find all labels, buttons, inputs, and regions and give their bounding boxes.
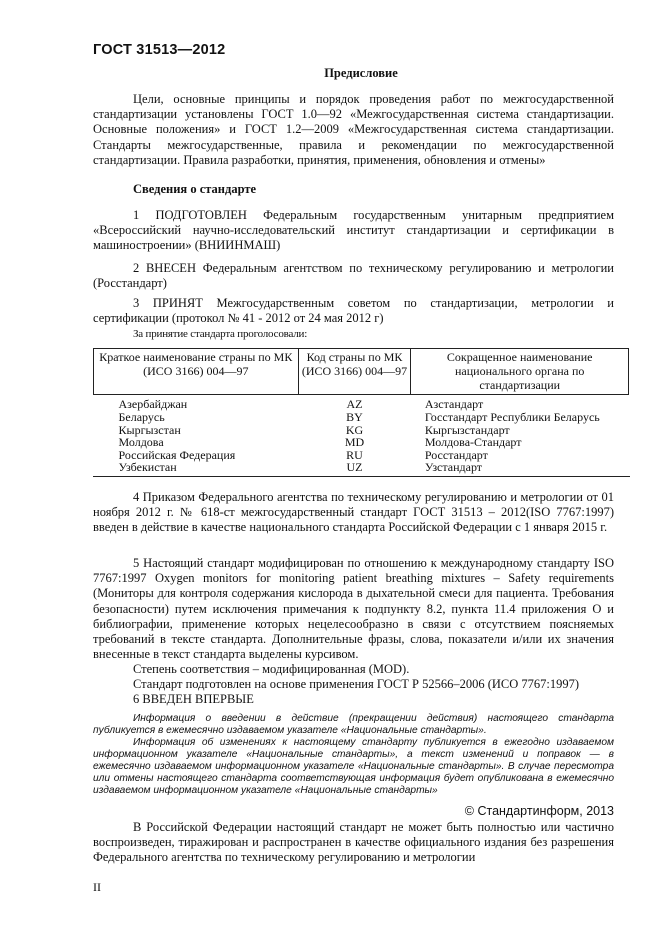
- table-row: [94, 461, 629, 474]
- body-cell: Узстандарт: [424, 460, 483, 475]
- body-cell: Госстандарт Республики Беларусь: [424, 409, 600, 424]
- copyright-notice: © Стандартинформ, 2013: [464, 804, 614, 818]
- body-cell: Молдова-Стандарт: [424, 435, 522, 450]
- table-row: [94, 436, 629, 449]
- body-cell: Кыргызстандарт: [424, 422, 510, 437]
- foreword-intro: Цели, основные принципы и порядок проведения работ по межгосударственной стандартизации установлены ГОСТ 1.0—92 «Межгосударственная система стандартизации. Основные положения» и ГОСТ 1.2—2009 «Межгосударственная система стандартизации. Стандарты межгосударственные, правила и рекомендации по межгосударственной стандартизации. Правила разработки, принятия, применения, обновления и отмены»: [93, 92, 614, 167]
- code-cell: MD: [344, 435, 365, 450]
- country-cell: Азербайджан: [118, 397, 188, 412]
- country-cell: Беларусь: [118, 409, 165, 424]
- item-4-order: 4 Приказом Федерального агентства по техническому регулированию и метрологии от 01 ноября 2012 г. № 618-ст межгосударственный стандарт ГОСТ 31513 – 2012(ISO 7767:1997) введен в действие в качестве национального стандарта Российской Федерации с 1 января 2015 г.: [93, 490, 614, 535]
- voting-table: [93, 348, 629, 474]
- foreword-title: Предисловие: [324, 66, 398, 80]
- item-5-modified: 5 Настоящий стандарт модифицирован по отношению к международному стандарту ISO 7767:1997 Oxygen monitors for monitoring patient breathing mixtures – Safety requirements (Мониторы для контроля содержания кислорода в дыхательной смеси для пациента. Требования безопасности) путем исключения примечания к подпункту 8.2, пункта 11.4 приложения О и библиографии, применение которых нецелесообразно в связи с отсутствием поясняемых требований в тексте стандарта. Дополнительные фразы, слова, показатели и/или их значения внесенные в текст стандарта выделены курсивом.: [93, 556, 614, 662]
- country-cell: Кыргызстан: [118, 422, 181, 437]
- info-heading: Сведения о стандарте: [133, 182, 257, 196]
- item-6-introduced: 6 ВВЕДЕН ВПЕРВЫЕ: [133, 692, 254, 706]
- code-cell: AZ: [346, 397, 363, 412]
- page-number: II: [93, 880, 101, 894]
- table-row: [94, 395, 629, 411]
- country-cell: Молдова: [118, 435, 164, 450]
- reproduction-notice: В Российской Федерации настоящий стандарт не может быть полностью или частично воспроизведен, тиражирован и распространен в качестве официального издания без разрешения Федерального агентства по техническому регулированию и метрологии: [93, 820, 614, 865]
- body-cell: Азстандарт: [424, 397, 484, 412]
- conformity-degree: Степень соответствия – модифицированная (MOD).: [133, 662, 410, 676]
- header-code: Код страны по МК (ИСО 3166) 004—97: [298, 349, 411, 395]
- notice-introduction: Информация о введении в действие (прекращении действия) настоящего стандарта публикуется в ежемесячно издаваемом указателе «Национальные стандарты».: [93, 713, 614, 736]
- country-cell: Узбекистан: [118, 460, 177, 475]
- table-row: [94, 411, 629, 424]
- standard-number: ГОСТ 31513—2012: [93, 42, 226, 58]
- notice-changes: Информация об изменениях к настоящему стандарту публикуется в ежегодно издаваемом информационном указателе «Национальные стандарты», а текст изменений и поправок — в ежемесячно издаваемом информационном указателе «Национальные стандарты». В случае пересмотра или отмены настоящего стандарта соответствующая информация будет опубликована в ежемесячно издаваемом информационном указателе «Национальные стандарты»: [93, 737, 614, 796]
- header-body: Сокращенное наименование национального органа по стандартизации: [411, 349, 629, 395]
- country-cell: Российская Федерация: [118, 447, 236, 462]
- code-cell: BY: [346, 409, 363, 424]
- voting-table-header: [94, 349, 629, 395]
- item-3-adopted: 3 ПРИНЯТ Межгосударственным советом по стандартизации, метрологии и сертификации (протокол № 41 - 2012 от 24 мая 2012 г): [93, 296, 614, 326]
- table-bottom-rule: [93, 476, 630, 477]
- item-2-submitted: 2 ВНЕСЕН Федеральным агентством по техническому регулированию и метрологии (Росстандарт): [93, 261, 614, 291]
- code-cell: RU: [346, 447, 363, 462]
- item-1-prepared: 1 ПОДГОТОВЛЕН Федеральным государственным унитарным предприятием «Всероссийский научно-исследовательский институт стандартизации и сертификации в машиностроении» (ВНИИНМАШ): [93, 208, 614, 253]
- header-country: Краткое наименование страны по МК (ИСО 3166) 004—97: [94, 349, 299, 395]
- body-cell: Росстандарт: [424, 447, 488, 462]
- basis-standard: Стандарт подготовлен на основе применения ГОСТ Р 52566–2006 (ИСО 7767:1997): [133, 677, 580, 691]
- code-cell: KG: [345, 422, 364, 437]
- code-cell: UZ: [346, 460, 363, 475]
- voted-label: За принятие стандарта проголосовали:: [133, 328, 308, 340]
